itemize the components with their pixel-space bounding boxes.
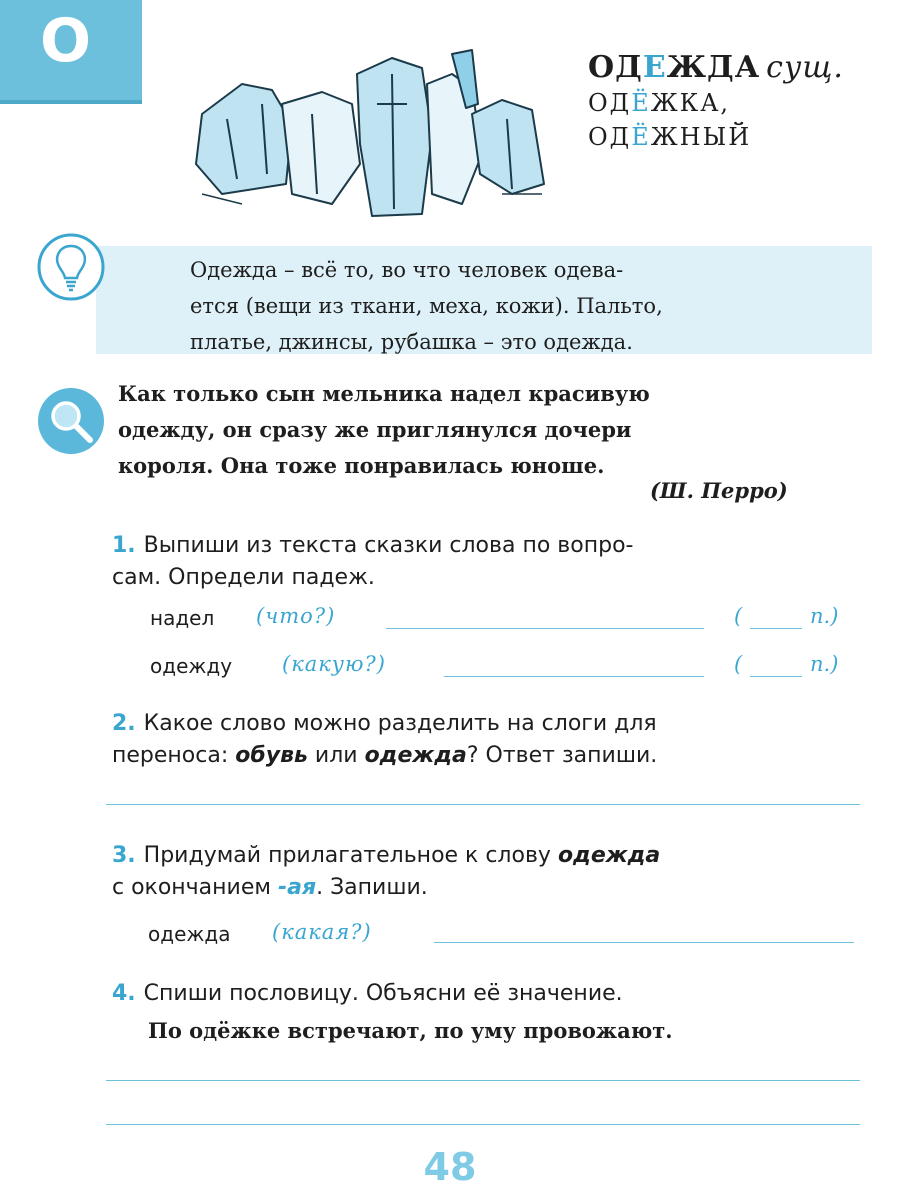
dictionary-word-main: ОДЕЖДА сущ. — [588, 50, 844, 85]
task-1-case-blank-1[interactable] — [750, 628, 802, 629]
task-3: 3. Придумай прилагательное к слову одежда с окончанием -ая. Запиши. — [112, 843, 661, 900]
task-1-case-open-2: ( — [734, 652, 743, 676]
proverb: По одёжке встречают, по уму провожают. — [148, 1018, 673, 1043]
page-number: 48 — [423, 1145, 477, 1189]
task-4-answer-line-1[interactable] — [106, 1080, 860, 1081]
task-1-word-1: надел — [150, 606, 215, 630]
task-4: 4. Спиши пословицу. Объясни её значение. — [112, 981, 623, 1006]
quote-author: (Ш. Перро) — [650, 478, 788, 503]
word-odezhda-3: одежда — [557, 843, 661, 868]
task-1-hint-1: (что?) — [256, 604, 336, 628]
task-1: 1. Выпиши из текста сказки слова по вопро- сам. Определи падеж. — [112, 533, 634, 590]
clothes-illustration — [182, 44, 562, 220]
part-of-speech: сущ. — [766, 50, 844, 85]
dictionary-word-related-1: ОДЁЖКА, — [588, 89, 731, 117]
letter-tab-letter: О — [40, 6, 92, 76]
task-1-case-open-1: ( — [734, 604, 743, 628]
definition-text: Одежда – всё то, во что человек одева- ется (вещи из ткани, меха, кожи). Пальто, платье, джинсы, рубашка – это одежда. — [190, 258, 663, 354]
word-obuv: обувь — [235, 743, 308, 768]
dictionary-entry — [588, 50, 888, 154]
task-3-word: одежда — [148, 922, 231, 946]
task-3-number: 3. — [112, 843, 136, 868]
magnifier-icon — [36, 386, 106, 456]
fairy-tale-quote: Как только сын мельника надел красивую одежду, он сразу же приглянулся дочери короля. Она тоже понравилась юноше. — [118, 381, 650, 478]
task-4-answer-line-2[interactable] — [106, 1124, 860, 1125]
task-1-case-blank-2[interactable] — [750, 676, 802, 677]
task-1-word-2: одежду — [150, 654, 233, 678]
task-3-answer-line[interactable] — [434, 942, 854, 943]
task-1-hint-2: (какую?) — [282, 652, 386, 676]
task-1-number: 1. — [112, 533, 136, 558]
dictionary-word-related-2: ОДЁЖНЫЙ — [588, 123, 752, 151]
task-3-hint: (какая?) — [272, 920, 372, 944]
ending-aya: -ая — [277, 875, 317, 900]
lightbulb-icon — [36, 232, 106, 302]
task-2-number: 2. — [112, 711, 136, 736]
letter-tab — [0, 0, 142, 104]
task-1-case-suffix-1: п.) — [810, 604, 839, 628]
task-4-number: 4. — [112, 981, 136, 1006]
task-2-answer-line[interactable] — [106, 804, 860, 805]
task-2: 2. Какое слово можно разделить на слоги для переноса: обувь или одежда? Ответ запиши. — [112, 711, 658, 768]
task-1-case-suffix-2: п.) — [810, 652, 839, 676]
word-odezhda: одежда — [364, 743, 467, 768]
task-1-answer-line-2[interactable] — [444, 676, 704, 677]
task-1-answer-line-1[interactable] — [386, 628, 704, 629]
